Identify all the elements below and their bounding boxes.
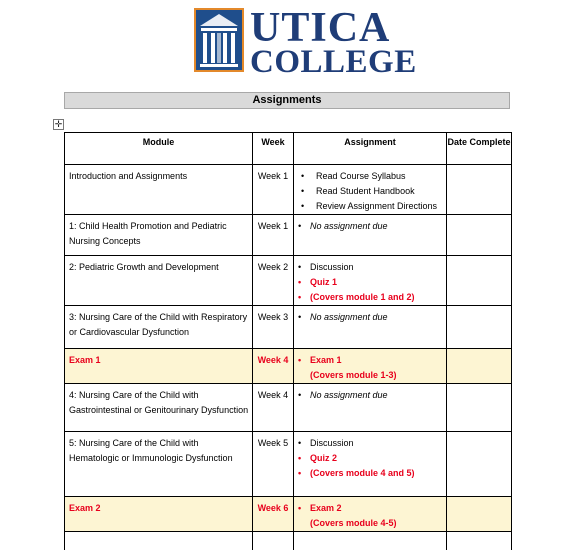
date-complete-cell[interactable] <box>447 384 512 432</box>
table-row <box>65 532 512 550</box>
assignment-item: • No assignment due <box>294 219 443 234</box>
table-row <box>65 497 512 532</box>
assignment-list <box>294 353 443 383</box>
assignment-item: (Covers module 1-3) <box>294 368 443 383</box>
table-row <box>65 306 512 349</box>
week-cell: Week 4 <box>253 349 294 384</box>
assignment-list <box>294 436 443 481</box>
week-cell: Week 5 <box>253 432 294 497</box>
assignment-list <box>294 310 443 325</box>
assignment-item: • Quiz 1 <box>294 275 443 290</box>
date-complete-cell[interactable] <box>447 349 512 384</box>
table-row <box>65 165 512 215</box>
table-row <box>65 432 512 497</box>
assignment-item: • Exam 1 <box>294 353 443 368</box>
header-assignment: Assignment <box>294 133 447 165</box>
date-complete-cell[interactable] <box>447 165 512 215</box>
module-cell: Introduction and Assignments <box>65 165 253 215</box>
assignment-item: • Review Assignment Directions <box>294 199 443 214</box>
empty-cell <box>65 532 253 550</box>
assignment-cell <box>294 384 447 432</box>
assignment-item: • Quiz 2 <box>294 451 443 466</box>
module-cell: 4: Nursing Care of the Child with Gastrointestinal or Genitourinary Dysfunction <box>65 384 253 432</box>
logo-text-utica: UTICA <box>250 4 390 52</box>
date-complete-cell[interactable] <box>447 256 512 306</box>
week-cell: Week 1 <box>253 215 294 256</box>
assignment-list <box>294 219 443 234</box>
assignment-cell <box>294 497 447 532</box>
assignment-list <box>294 169 443 214</box>
table-row <box>65 349 512 384</box>
assignment-list <box>294 260 443 305</box>
assignment-item: • Read Student Handbook <box>294 184 443 199</box>
assignment-item: • (Covers module 1 and 2) <box>294 290 443 305</box>
week-cell: Week 1 <box>253 165 294 215</box>
empty-cell <box>253 532 294 550</box>
assignment-item: (Covers module 4-5) <box>294 516 443 531</box>
week-cell: Week 4 <box>253 384 294 432</box>
header-week: Week <box>253 133 294 165</box>
table-move-handle-icon[interactable]: ✛ <box>53 119 64 130</box>
week-cell: Week 6 <box>253 497 294 532</box>
assignments-table <box>64 132 512 550</box>
date-complete-cell[interactable] <box>447 215 512 256</box>
assignment-item: • Exam 2 <box>294 501 443 516</box>
assignment-item: • Read Course Syllabus <box>294 169 443 184</box>
module-cell: 2: Pediatric Growth and Development <box>65 256 253 306</box>
assignment-item: • No assignment due <box>294 388 443 403</box>
assignments-title: Assignments <box>64 92 510 109</box>
assignment-cell <box>294 349 447 384</box>
week-cell: Week 3 <box>253 306 294 349</box>
table-row <box>65 384 512 432</box>
assignment-item: • No assignment due <box>294 310 443 325</box>
date-complete-cell[interactable] <box>447 497 512 532</box>
assignment-item: • Discussion <box>294 436 443 451</box>
module-cell: 1: Child Health Promotion and Pediatric Nursing Concepts <box>65 215 253 256</box>
assignment-cell <box>294 215 447 256</box>
assignment-list <box>294 501 443 531</box>
utica-college-logo <box>194 8 390 74</box>
module-cell: 5: Nursing Care of the Child with Hematologic or Immunologic Dysfunction <box>65 432 253 497</box>
building-pillars-icon <box>196 10 242 70</box>
assignment-cell <box>294 306 447 349</box>
assignment-cell <box>294 256 447 306</box>
date-complete-cell[interactable] <box>447 432 512 497</box>
empty-cell <box>294 532 447 550</box>
module-cell: Exam 1 <box>65 349 253 384</box>
table-row <box>65 256 512 306</box>
empty-cell <box>447 532 512 550</box>
assignment-list <box>294 388 443 403</box>
module-cell: Exam 2 <box>65 497 253 532</box>
assignment-cell <box>294 432 447 497</box>
week-cell: Week 2 <box>253 256 294 306</box>
header-module: Module <box>65 133 253 165</box>
logo-text-college: COLLEGE <box>250 44 417 81</box>
assignment-item: • Discussion <box>294 260 443 275</box>
logo-emblem-icon <box>194 8 244 72</box>
date-complete-cell[interactable] <box>447 306 512 349</box>
module-cell: 3: Nursing Care of the Child with Respiratory or Cardiovascular Dysfunction <box>65 306 253 349</box>
assignment-item: • (Covers module 4 and 5) <box>294 466 443 481</box>
assignment-cell <box>294 165 447 215</box>
table-row <box>65 215 512 256</box>
header-date-complete: Date Complete <box>447 133 512 165</box>
table-header-row <box>65 133 512 165</box>
